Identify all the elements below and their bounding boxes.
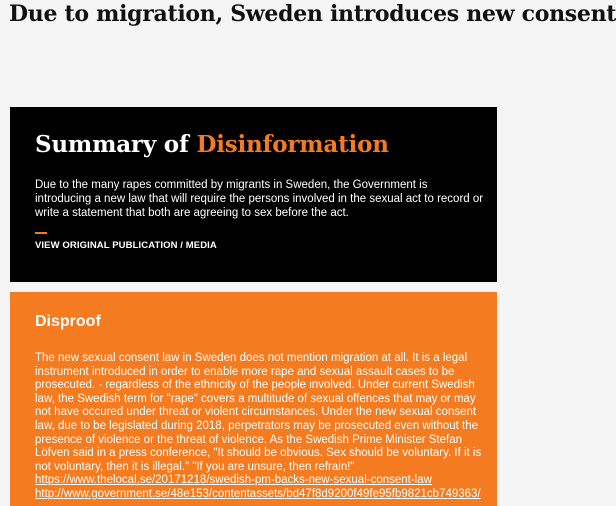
view-original-publication-link[interactable]: VIEW ORIGINAL PUBLICATION / MEDIA — [35, 240, 217, 251]
summary-heading-prefix: Summary of — [35, 131, 197, 158]
disproof-panel — [10, 292, 497, 506]
disproof-heading: Disproof — [35, 313, 101, 330]
source-link-government[interactable]: http://www.government.se/48e153/contentassets/bd47f8d9200f49fe95fb9821cb749363/ — [35, 487, 481, 500]
disproof-text: The new sexual consent law in Sweden does not mention migration at all. It is a legal instrument introduced in order to enable more rape and sexual assault cases to be prosecuted. - regardless of the ethnicity of the people involved. Under current Swedish law, the Swedish term for "rape" covers a multitude of sexual offences that may or may not have occured under threat or violent circumstances. Under the new sexual consent law, due to be legislated during 2018, perpetrators may be prosecuted even without the presence of violence or the threat of violence. As the Swedish Prime Minister Stefan Löfven said in a press conference, "It should be obvious. Sex should be voluntary. If it is not voluntary, then it is illegal." "If you are unsure, then refrain!" — [35, 352, 482, 473]
accent-divider — [35, 232, 47, 234]
source-link-thelocal[interactable]: https://www.thelocal.se/20171218/swedish-pm-backs-new-sexual-consent-law — [35, 474, 432, 487]
summary-heading — [35, 131, 485, 159]
page-title: Due to migration, Sweden introduces new consent — [9, 1, 616, 27]
summary-of-disinformation-panel — [10, 107, 497, 282]
summary-heading-accent: Disinformation — [196, 131, 389, 158]
summary-text: Due to the many rapes committed by migrants in Sweden, the Government is introducing a new law that will require the persons involved in the sexual act to record or write a statement that both are agreeing to sex before the act. — [35, 179, 484, 219]
